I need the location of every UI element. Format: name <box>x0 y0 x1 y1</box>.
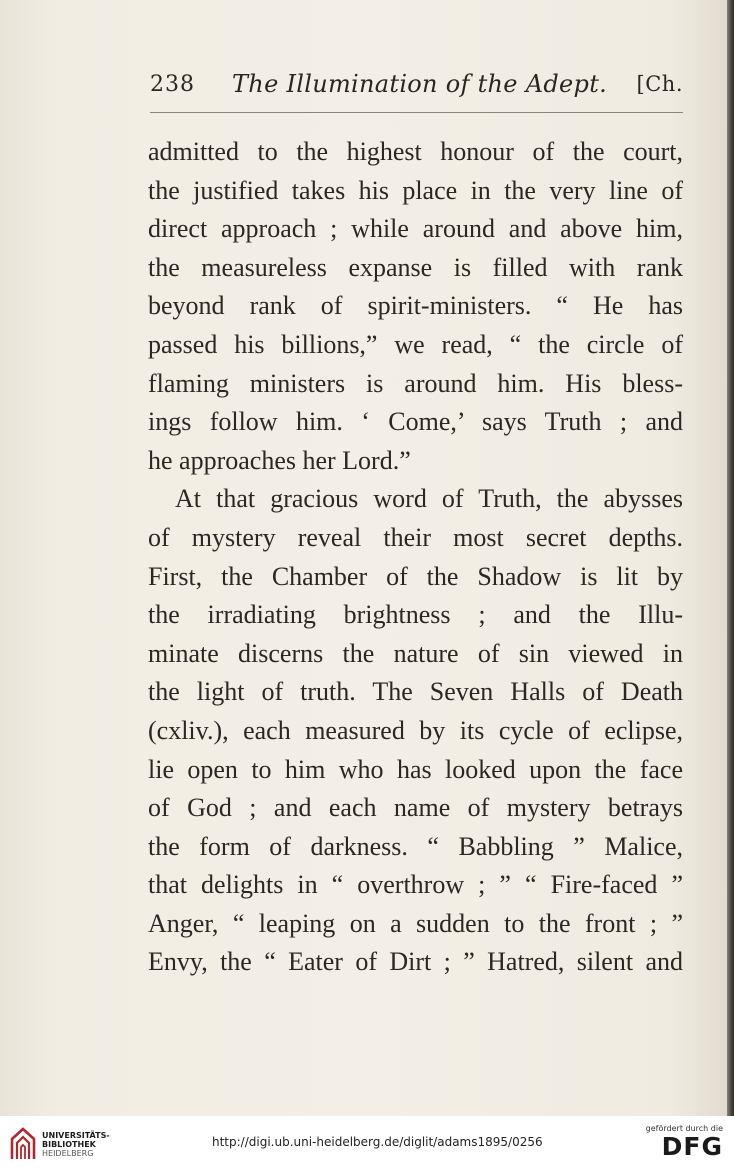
text-line: he approaches her Lord.” <box>148 445 411 475</box>
library-logo-icon[interactable] <box>9 1126 37 1162</box>
funded-by-label: gefördert durch die <box>645 1124 723 1133</box>
text-line: lie open to him who has looked upon the face <box>148 754 683 784</box>
text-line: Anger, “ leaping on a sudden to the front ; ” <box>148 908 683 938</box>
running-title: The Illumination of the Adept. <box>232 70 608 98</box>
running-header <box>150 70 683 104</box>
text-line: passed his billions,” we read, “ the circle of <box>148 329 683 359</box>
permalink-url[interactable]: http://digi.ub.uni-heidelberg.de/diglit/adams1895/0256 <box>212 1135 543 1149</box>
text-line: the justified takes his place in the very line of <box>148 175 683 205</box>
page-body <box>148 133 683 982</box>
text-line: of mystery reveal their most secret depths. <box>148 522 683 552</box>
text-line: (cxliv.), each measured by its cycle of eclipse, <box>148 715 683 745</box>
sponsor-logo[interactable] <box>643 1124 723 1160</box>
dfg-wordmark: DFG <box>661 1132 723 1161</box>
text-line: ings follow him. ‘ Come,’ says Truth ; and <box>148 407 683 437</box>
text-line: First, the Chamber of the Shadow is lit by <box>148 561 683 591</box>
text-line: the irradiating brightness ; and the Illu- <box>148 600 683 630</box>
library-line: HEIDELBERG <box>42 1149 94 1158</box>
text-line: of God ; and each name of mystery betrays <box>148 793 683 823</box>
text-line: admitted to the highest honour of the court, <box>148 137 683 166</box>
page-number: 238 <box>150 72 195 97</box>
chapter-mark: [Ch. <box>636 72 683 96</box>
text-line: the measureless expanse is filled with rank <box>148 252 683 282</box>
paragraph-2 <box>148 480 683 982</box>
text-line: beyond rank of spirit-ministers. “ He has <box>148 291 683 321</box>
header-rule <box>150 112 683 113</box>
text-line: flaming ministers is around him. His bless- <box>148 368 683 398</box>
library-name[interactable] <box>42 1131 110 1158</box>
text-line: direct approach ; while around and above him, <box>148 214 683 244</box>
text-line: that delights in “ overthrow ; ” “ Fire-faced ” <box>148 870 683 900</box>
text-line: the light of truth. The Seven Halls of Death <box>148 677 683 707</box>
text-line: Envy, the “ Eater of Dirt ; ” Hatred, silent and <box>148 947 683 977</box>
paragraph-1 <box>148 133 683 480</box>
library-line: UNIVERSITÄTS- <box>42 1131 110 1140</box>
text-line: At that gracious word of Truth, the abysses <box>175 484 683 514</box>
text-line: the form of darkness. “ Babbling ” Malice, <box>148 831 683 861</box>
page-edge-shadow <box>727 0 734 1116</box>
library-line: BIBLIOTHEK <box>42 1140 96 1149</box>
text-line: minate discerns the nature of sin viewed in <box>148 638 683 668</box>
digitization-footer <box>0 1116 734 1172</box>
